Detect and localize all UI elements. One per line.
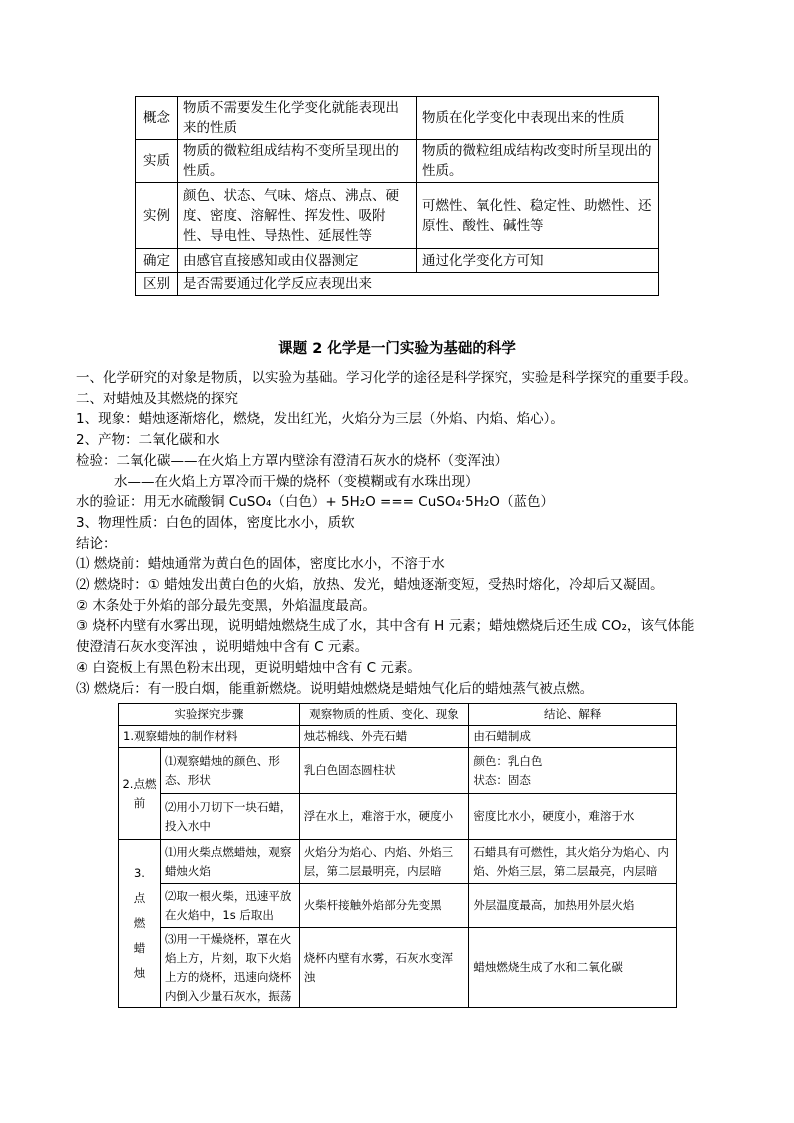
table-row [119,748,677,794]
row-key: 实例 [136,183,178,249]
chemical-property-cell: 物质的微粒组成结构改变时所呈现出的性质。 [417,140,659,183]
column-header: 观察物质的性质、变化、现象 [299,704,469,726]
text-line: 3、物理性质：白色的固体，密度比水小，质软 [76,514,355,531]
table-row [136,140,659,183]
observation-cell: 烛芯棉线、外壳石蜡 [299,726,469,748]
physical-property-cell: 物质不需要发生化学变化就能表现出来的性质 [178,97,417,140]
table-row [136,97,659,140]
step-cell: ⑴观察蜡烛的颜色、形态、形状 [160,748,299,794]
table-header-row [119,704,677,726]
conclusion-cell: 颜色：乳白色 状态：固态 [469,748,677,794]
table-row [136,249,659,273]
chemical-property-cell: 物质在化学变化中表现出来的性质 [417,97,659,140]
group-label: 3. 点 燃 蜡 烛 [119,840,161,1008]
table-row [119,840,677,884]
conclusion-cell: 密度比水小，硬度小，难溶于水 [469,794,677,840]
text-line: ③ 烧杯内壁有水雾出现，说明蜡烛燃烧生成了水，其中含有 H 元素；蜡烛燃烧后还生成 CO₂，该气体能 [76,618,695,635]
text-line: 检验：二氧化碳——在火焰上方罩内壁涂有澄清石灰水的烧杯（变浑浊） [76,452,508,469]
text-line: 水的验证：用无水硫酸铜 CuSO₄（白色）+ 5H₂O === CuSO₄·5H₂O（蓝色） [76,494,554,511]
text-line: ④ 白瓷板上有黑色粉末出现，更说明蜡烛中含有 C 元素。 [76,659,421,676]
step-cell: ⑶用一干燥烧杯，罩在火焰上方，片刻，取下火焰上方的烧杯，迅速向烧杯内倒入少量石灰水，振荡 [160,928,299,1008]
observation-cell: 浮在水上，难溶于水，硬度小 [299,794,469,840]
column-header: 结论、解释 [469,704,677,726]
text-line: ⑶ 燃烧后：有一股白烟，能重新燃烧。说明蜡烛燃烧是蜡烛气化后的蜡烛蒸气被点燃。 [76,680,594,697]
conclusion-cell: 石蜡具有可燃性，其火焰分为焰心、内焰、外焰三层，第二层最亮，内层暗 [469,840,677,884]
row-key: 实质 [136,140,178,183]
column-header: 实验探究步骤 [119,704,300,726]
table-row [119,794,677,840]
table-row [119,726,677,748]
step-cell: ⑵取一根火柴，迅速平放在火焰中，1s 后取出 [160,884,299,928]
text-line: 1、现象：蜡烛逐渐熔化，燃烧，发出红光，火焰分为三层（外焰、内焰、焰心）。 [76,411,564,428]
text-line: ② 木条处于外焰的部分最先变黑，外焰温度最高。 [76,597,376,614]
text-line: ⑵ 燃烧时：① 蜡烛发出黄白色的火焰，放热、发光，蜡烛逐渐变短，受热时熔化，冷却后又凝固。 [76,577,664,594]
conclusion-cell: 蜡烛燃烧生成了水和二氧化碳 [469,928,677,1008]
physical-property-cell: 颜色、状态、气味、熔点、沸点、硬度、密度、溶解性、挥发性、吸附性、导电性、导热性、延展性等 [178,183,417,249]
experiment-table [118,703,677,1008]
text-line: 使澄清石灰水变浑浊 ，说明蜡烛中含有 C 元素。 [76,639,369,656]
table-row [136,183,659,249]
physical-property-cell: 由感官直接感知或由仪器测定 [178,249,417,273]
text-line: 二、对蜡烛及其燃烧的探究 [76,390,238,407]
text-line: 一、化学研究的对象是物质，以实验为基础。学习化学的途径是科学探究，实验是科学探究的重要手段。 [76,370,697,386]
observation-cell: 火焰分为焰心、内焰、外焰三层，第二层最明亮，内层暗 [299,840,469,884]
text-line: 2、产物：二氧化碳和水 [76,432,220,449]
table-row [119,884,677,928]
text-line: ⑴ 燃烧前：蜡烛通常为黄白色的固体，密度比水小，不溶于水 [76,556,445,573]
merged-cell: 是否需要通过化学反应表现出来 [178,273,659,296]
conclusion-cell: 由石蜡制成 [469,726,677,748]
table-row [119,928,677,1008]
text-line: 水——在火焰上方罩冷而干燥的烧杯（变模糊或有水珠出现） [114,473,479,490]
section-title: 课题 2 化学是一门实验为基础的科学 [278,341,516,357]
step-cell: 1.观察蜡烛的制作材料 [119,726,300,748]
row-key: 区别 [136,273,178,296]
text-line: 结论： [76,535,117,552]
observation-cell: 烧杯内壁有水雾，石灰水变浑浊 [299,928,469,1008]
row-key: 概念 [136,97,178,140]
chemical-property-cell: 通过化学变化方可知 [417,249,659,273]
conclusion-cell: 外层温度最高，加热用外层火焰 [469,884,677,928]
observation-cell: 乳白色固态圆柱状 [299,748,469,794]
row-key: 确定 [136,249,178,273]
physical-property-cell: 物质的微粒组成结构不变所呈现出的性质。 [178,140,417,183]
chemical-property-cell: 可燃性、氧化性、稳定性、助燃性、还原性、酸性、碱性等 [417,183,659,249]
step-cell: ⑴用火柴点燃蜡烛，观察蜡烛火焰 [160,840,299,884]
property-comparison-table [135,96,659,296]
table-row [136,273,659,296]
group-label: 2.点燃前 [119,748,161,840]
body-text [76,368,736,699]
observation-cell: 火柴杆接触外焰部分先变黑 [299,884,469,928]
step-cell: ⑵用小刀切下一块石蜡，投入水中 [160,794,299,840]
